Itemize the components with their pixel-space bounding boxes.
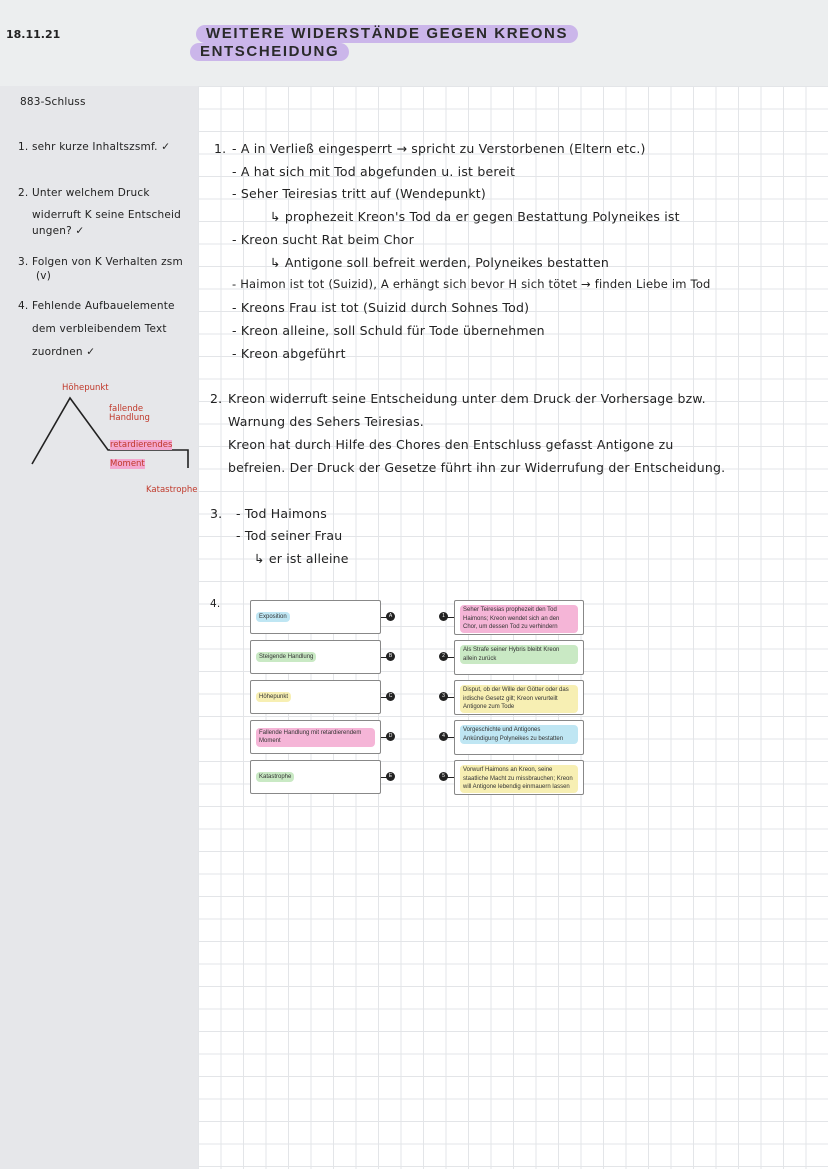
answer-2-line: Kreon hat durch Hilfe des Chores den Entschluss gefasst Antigone zu xyxy=(228,437,674,452)
task-3: 3. Folgen von K Verhalten zsm xyxy=(18,256,183,268)
task-2-line-2: widerruft K seine Entscheid xyxy=(32,209,181,221)
left-marker-dot[interactable]: C xyxy=(386,692,395,701)
matching-left-box[interactable] xyxy=(250,640,381,674)
answer-3-line: ↳ er ist alleine xyxy=(254,551,349,566)
task-4-line-2: dem verbleibendem Text xyxy=(32,323,167,335)
curve-label-falling: fallende Handlung xyxy=(109,404,150,423)
task-3-line-2: (v) xyxy=(36,270,52,282)
matching-right-label: Vorwurf Haimons an Kreon, seine staatliche Macht zu missbrauchen; Kreon will Antigone lebendig einmauern lassen xyxy=(460,765,578,793)
right-marker-dot[interactable]: 3 xyxy=(439,692,448,701)
connector-line xyxy=(447,697,454,698)
matching-right-label: Vorgeschichte und Antigones Ankündigung Polyneikes zu bestatten xyxy=(460,725,578,744)
page-title-line-1: WEITERE WIDERSTÄNDE GEGEN KREONS xyxy=(196,25,578,43)
matching-right-box[interactable] xyxy=(454,600,584,635)
answer-3-number: 3. xyxy=(210,506,223,521)
answer-2-line: Warnung des Sehers Teiresias. xyxy=(228,414,424,429)
answer-1-number: 1. xyxy=(214,141,227,156)
curve-label-moment: Moment xyxy=(110,459,145,469)
answer-4-number: 4. xyxy=(210,598,221,610)
matching-right-label: Als Strafe seiner Hybris bleibt Kreon allein zurück xyxy=(460,645,578,664)
left-marker-dot[interactable]: A xyxy=(386,612,395,621)
left-marker-dot[interactable]: D xyxy=(386,732,395,741)
answer-3-line: - Tod Haimons xyxy=(236,506,327,521)
connector-line xyxy=(447,617,454,618)
matching-left-box[interactable] xyxy=(250,720,381,754)
task-2-line-3: ungen? ✓ xyxy=(32,225,85,237)
curve-label-catastrophe: Katastrophe xyxy=(146,485,198,495)
matching-right-label: Seher Teiresias prophezeit den Tod Haimons; Kreon wendet sich an den Chor, um dessen Tod zu verhindern xyxy=(460,605,578,633)
answer-1-line: - Kreons Frau ist tot (Suizid durch Sohnes Tod) xyxy=(232,300,530,315)
right-marker-dot[interactable]: 2 xyxy=(439,652,448,661)
matching-right-box[interactable] xyxy=(454,680,584,715)
answer-2-line: Kreon widerruft seine Entscheidung unter dem Druck der Vorhersage bzw. xyxy=(228,391,706,406)
header-bar xyxy=(0,0,828,86)
answer-1-line: - Haimon ist tot (Suizid), A erhängt sich bevor H sich tötet → finden Liebe im Tod xyxy=(232,277,711,291)
right-marker-dot[interactable]: 1 xyxy=(439,612,448,621)
answer-2-number: 2. xyxy=(210,391,223,406)
matching-left-label: Fallende Handlung mit retardierendem Moment xyxy=(256,728,375,747)
answer-1-line: - A hat sich mit Tod abgefunden u. ist bereit xyxy=(232,164,516,179)
matching-left-label: Exposition xyxy=(256,612,290,623)
matching-left-label: Steigende Handlung xyxy=(256,652,316,663)
answer-1-line: ↳ Antigone soll befreit werden, Polyneikes bestatten xyxy=(270,255,609,270)
matching-left-box[interactable] xyxy=(250,680,381,714)
matching-right-box[interactable] xyxy=(454,640,584,675)
matching-left-label: Katastrophe xyxy=(256,772,294,783)
date-label: 18.11.21 xyxy=(6,28,61,41)
matching-left-label: Höhepunkt xyxy=(256,692,291,703)
matching-right-box[interactable] xyxy=(454,760,584,795)
connector-line xyxy=(447,737,454,738)
task-2: 2. Unter welchem Druck xyxy=(18,187,150,199)
answer-1-line: ↳ prophezeit Kreon's Tod da er gegen Bestattung Polyneikes ist xyxy=(270,209,680,224)
page-range: 883-Schluss xyxy=(20,96,86,108)
left-marker-dot[interactable]: B xyxy=(386,652,395,661)
matching-right-label: Disput, ob der Wille der Götter oder das irdische Gesetz gilt; Kreon verurteilt Antigone zum Tode xyxy=(460,685,578,713)
task-4-line-3: zuordnen ✓ xyxy=(32,346,96,358)
matching-left-box[interactable] xyxy=(250,760,381,794)
connector-line xyxy=(447,657,454,658)
sidebar-panel xyxy=(0,86,198,1169)
right-marker-dot[interactable]: 5 xyxy=(439,772,448,781)
answer-2-line: befreien. Der Druck der Gesetze führt ihn zur Widerrufung der Entscheidung. xyxy=(228,460,726,475)
connector-line xyxy=(447,777,454,778)
answer-1-line: - Kreon sucht Rat beim Chor xyxy=(232,232,414,247)
curve-label-retarding: retardierendes xyxy=(110,440,173,450)
answer-1-line: - Seher Teiresias tritt auf (Wendepunkt) xyxy=(232,186,486,201)
answer-1-line: - A in Verließ eingesperrt → spricht zu Verstorbenen (Eltern etc.) xyxy=(232,141,646,156)
drama-curve-sketch xyxy=(20,388,190,468)
matching-left-box[interactable] xyxy=(250,600,381,634)
task-4: 4. Fehlende Aufbauelemente xyxy=(18,300,175,312)
right-marker-dot[interactable]: 4 xyxy=(439,732,448,741)
curve-label-peak: Höhepunkt xyxy=(62,383,109,393)
answer-1-line: - Kreon alleine, soll Schuld für Tode übernehmen xyxy=(232,323,545,338)
matching-right-box[interactable] xyxy=(454,720,584,755)
left-marker-dot[interactable]: E xyxy=(386,772,395,781)
task-1: 1. sehr kurze Inhaltszsmf. ✓ xyxy=(18,141,171,153)
answer-3-line: - Tod seiner Frau xyxy=(236,528,343,543)
answer-1-line: - Kreon abgeführt xyxy=(232,346,346,361)
page-title-line-2: ENTSCHEIDUNG xyxy=(190,43,349,61)
